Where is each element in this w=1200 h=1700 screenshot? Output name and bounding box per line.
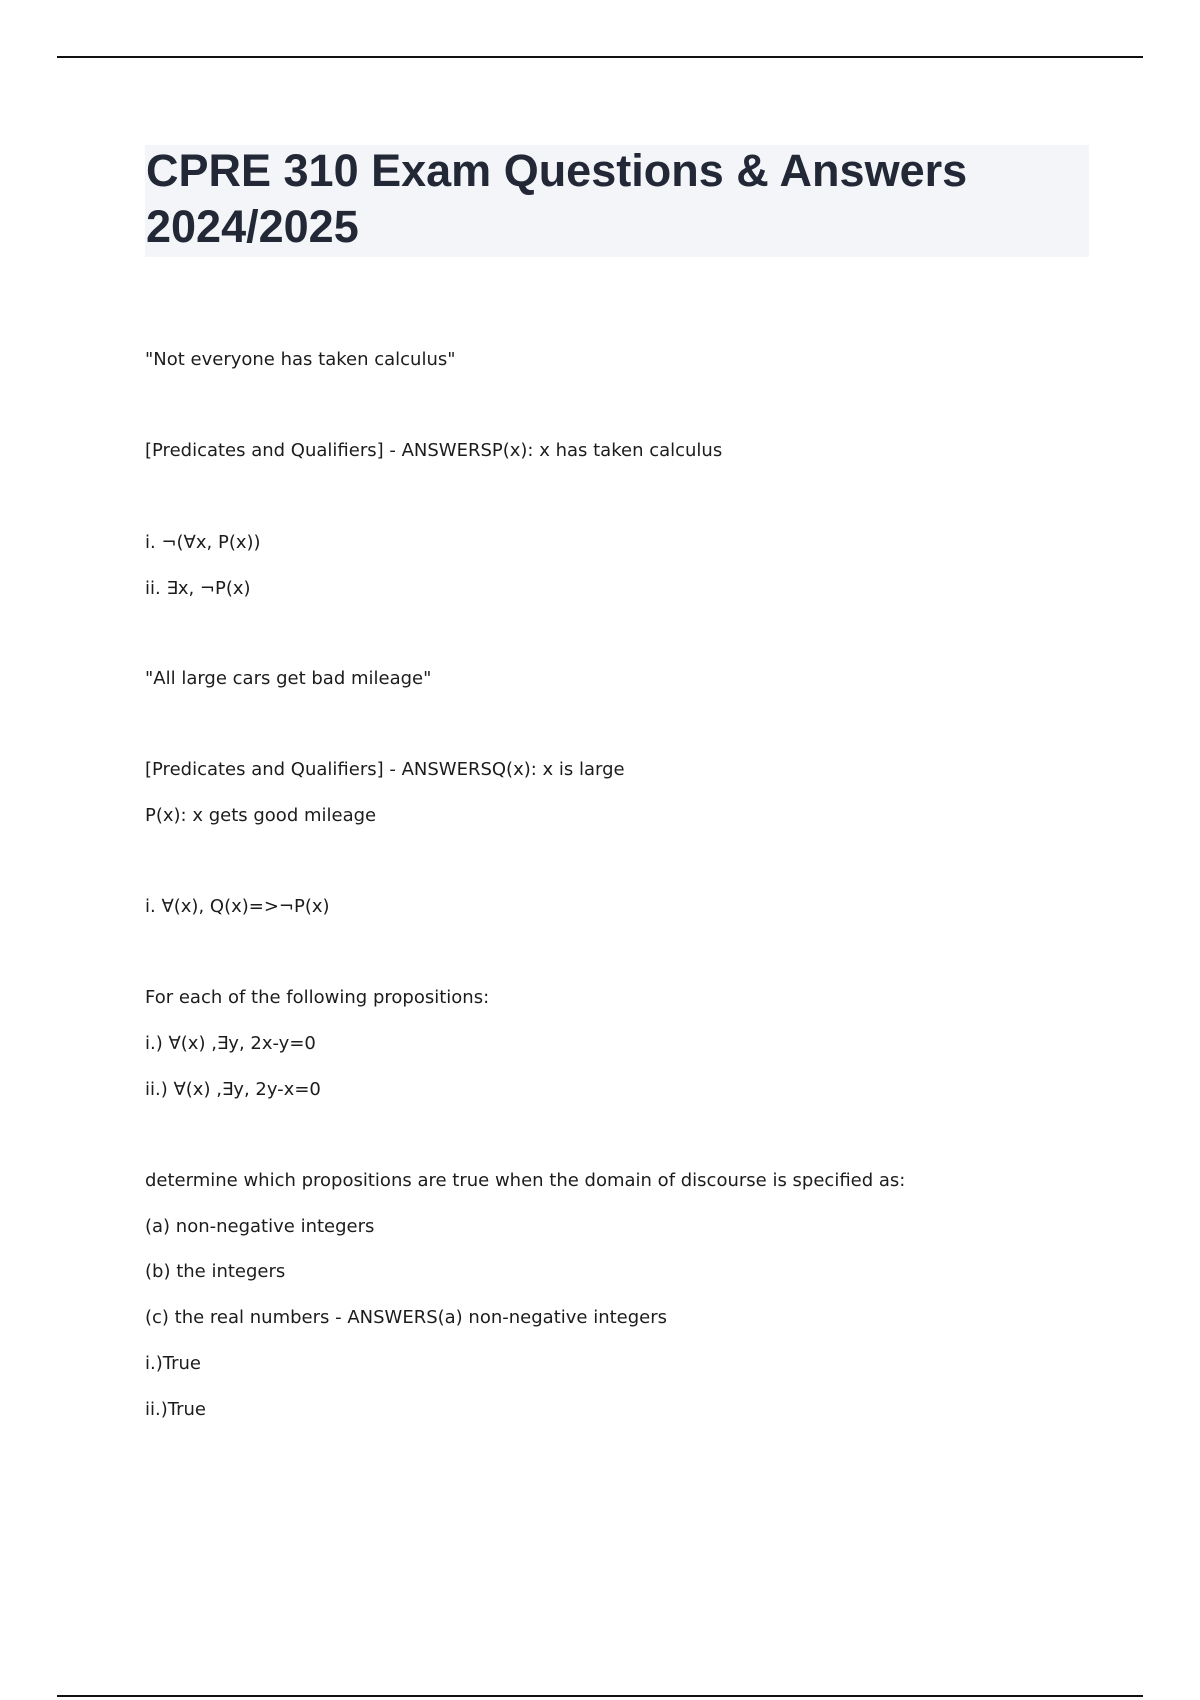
question-3-domain-a: (a) non-negative integers bbox=[145, 1216, 375, 1237]
question-3-instruction: determine which propositions are true when the domain of discourse is specified as: bbox=[145, 1170, 906, 1191]
top-rule bbox=[57, 56, 1143, 58]
question-3-domain-c-and-answer: (c) the real numbers - ANSWERS(a) non-negative integers bbox=[145, 1307, 668, 1328]
question-2-answer-line-i: i. ∀(x), Q(x)=>¬P(x) bbox=[145, 896, 330, 917]
bottom-rule bbox=[57, 1695, 1143, 1697]
question-1-answer-line-i: i. ¬(∀x, P(x)) bbox=[145, 532, 261, 553]
question-1-answer-line-ii: ii. ∃x, ¬P(x) bbox=[145, 578, 251, 599]
question-2-answer: [Predicates and Qualifiers] - ANSWERSQ(x): x is large bbox=[145, 759, 625, 780]
question-3-answer-ii: ii.)True bbox=[145, 1399, 206, 1420]
question-1-prompt: "Not everyone has taken calculus" bbox=[145, 349, 456, 370]
question-2-prompt: "All large cars get bad mileage" bbox=[145, 668, 432, 689]
question-3-prompt: For each of the following propositions: bbox=[145, 987, 490, 1008]
question-2-answer-predicate: P(x): x gets good mileage bbox=[145, 805, 377, 826]
question-3-answer-i: i.)True bbox=[145, 1353, 201, 1374]
question-3-proposition-ii: ii.) ∀(x) ,∃y, 2y-x=0 bbox=[145, 1079, 321, 1100]
question-3-proposition-i: i.) ∀(x) ,∃y, 2x-y=0 bbox=[145, 1033, 316, 1054]
question-3-domain-b: (b) the integers bbox=[145, 1261, 286, 1282]
question-1-answer: [Predicates and Qualifiers] - ANSWERSP(x): x has taken calculus bbox=[145, 440, 723, 461]
document-title: CPRE 310 Exam Questions & Answers 2024/2025 bbox=[146, 145, 968, 252]
